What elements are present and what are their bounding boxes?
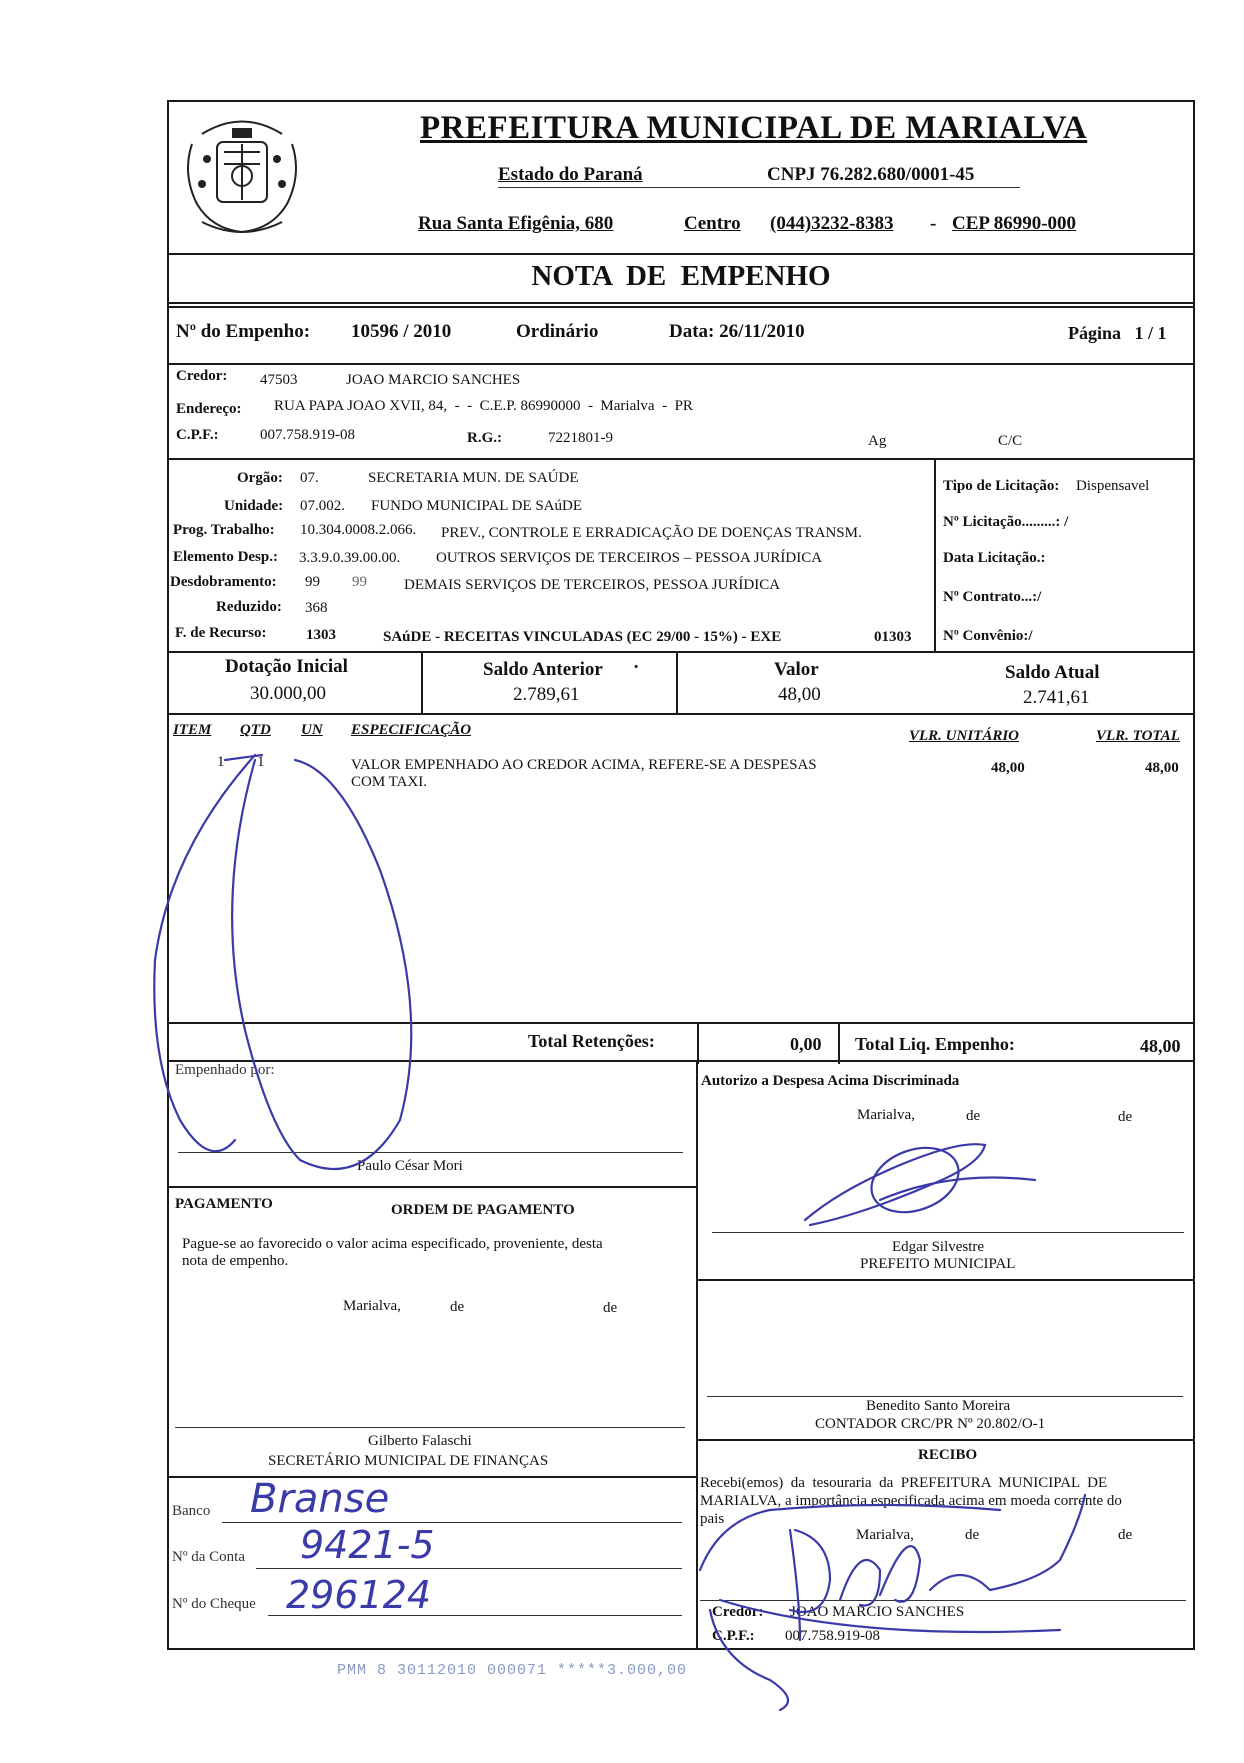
- recibo-credor-label: Credor:: [712, 1604, 764, 1620]
- financas-name: Gilberto Falaschi: [368, 1433, 472, 1449]
- row-vlr-total: 48,00: [1145, 760, 1179, 776]
- desdobramento-label: Desdobramento:: [170, 574, 277, 590]
- desdobramento-code: 99: [305, 574, 320, 590]
- valor-value: 48,00: [778, 684, 821, 705]
- document-title: NOTA DE EMPENHO: [531, 260, 831, 292]
- credor-name: JOAO MARCIO SANCHES: [346, 372, 521, 388]
- autorizo-de-1: de: [966, 1108, 981, 1124]
- row-especificacao-1: VALOR EMPENHADO AO CREDOR ACIMA, REFERE-SE A DESPESAS: [351, 757, 817, 773]
- reduzido-value: 368: [305, 600, 328, 616]
- empenho-date: Data: 26/11/2010: [669, 321, 805, 342]
- cpf-value: 007.758.919-08: [260, 427, 355, 443]
- col-item: ITEM: [173, 722, 212, 738]
- cheque-value: 296124: [286, 1573, 432, 1617]
- empenho-type: Ordinário: [516, 321, 599, 342]
- header-dash: -: [930, 213, 937, 234]
- header-district: Centro: [684, 213, 741, 234]
- recibo-text-3: pais: [700, 1511, 725, 1527]
- header-state: Estado do Paraná: [498, 164, 643, 185]
- empenho-label: Nº do Empenho:: [176, 321, 311, 342]
- desdobramento-code2: 99: [352, 574, 367, 590]
- pagamento-text-2: nota de empenho.: [182, 1253, 289, 1269]
- prefeito-role: PREFEITO MUNICIPAL: [860, 1256, 1016, 1272]
- fonte-value: SAúDE - RECEITAS VINCULADAS (EC 29/00 - 15%) - EXE: [383, 629, 782, 645]
- row-item: 1: [217, 754, 225, 770]
- cheque-label: Nº do Cheque: [172, 1596, 256, 1612]
- col-un: UN: [301, 722, 323, 738]
- prog-value: PREV., CONTROLE E ERRADICAÇÃO DE DOENÇAS TRANSM.: [441, 525, 862, 541]
- unidade-value: FUNDO MUNICIPAL DE SAúDE: [371, 498, 582, 514]
- recibo-title: RECIBO: [918, 1447, 978, 1463]
- prog-code: 10.304.0008.2.066.: [300, 522, 417, 538]
- total-liq-label: Total Liq. Empenho:: [855, 1034, 1015, 1054]
- total-retencoes-label: Total Retenções:: [528, 1031, 655, 1051]
- recibo-cpf-label: C.P.F.:: [712, 1628, 755, 1644]
- autorizo-de-2: de: [1118, 1109, 1133, 1125]
- cc-label: C/C: [998, 433, 1023, 449]
- rg-label: R.G.:: [467, 430, 502, 446]
- dotacao-inicial-label: Dotação Inicial: [225, 656, 348, 677]
- prog-label: Prog. Trabalho:: [173, 522, 275, 538]
- header-cnpj: CNPJ 76.282.680/0001-45: [767, 164, 975, 185]
- financas-role: SECRETÁRIO MUNICIPAL DE FINANÇAS: [268, 1453, 549, 1469]
- credor-code: 47503: [260, 372, 298, 388]
- dotacao-inicial-value: 30.000,00: [250, 683, 326, 704]
- fonte-number: 01303: [874, 629, 912, 645]
- recibo-text-1: Recebi(emos) da tesouraria da PREFEITURA MUNICIPAL DE: [700, 1475, 1108, 1491]
- row-qtd: 1: [257, 754, 265, 770]
- header-address: Rua Santa Efigênia, 680: [418, 213, 614, 234]
- saldo-anterior-value: 2.789,61: [513, 684, 580, 705]
- conta-value: 9421-5: [300, 1523, 435, 1567]
- empenhado-signatory: Paulo César Mori: [357, 1158, 463, 1174]
- bank-stamp: PMM 8 30112010 000071 *****3.000,00: [337, 1662, 688, 1679]
- reduzido-label: Reduzido:: [216, 599, 282, 615]
- convenio-number: Nº Convênio:/: [943, 628, 1033, 644]
- recibo-text-2: MARIALVA, a importância especificada acima em moeda corrente do: [700, 1493, 1122, 1509]
- col-especificacao: ESPECIFICAÇÃO: [351, 722, 472, 738]
- empenho-number: 10596 / 2010: [351, 321, 452, 342]
- pagamento-de-1: de: [450, 1299, 465, 1315]
- row-vlr-unitario: 48,00: [991, 760, 1025, 776]
- recibo-cpf-value: 007.758.919-08: [785, 1628, 880, 1644]
- valor-label: Valor: [774, 659, 819, 680]
- col-qtd: QTD: [240, 722, 271, 738]
- contrato-number: Nº Contrato...:/: [943, 589, 1042, 605]
- recibo-credor-name: JOAO MARCIO SANCHES: [790, 1604, 965, 1620]
- fonte-label: F. de Recurso:: [175, 625, 267, 641]
- recibo-de-2: de: [1118, 1527, 1133, 1543]
- rg-value: 7221801-9: [548, 430, 613, 446]
- contador-name: Benedito Santo Moreira: [866, 1398, 1011, 1414]
- empenhado-por-label: Empenhado por:: [175, 1062, 275, 1078]
- pagamento-title: PAGAMENTO: [175, 1196, 273, 1212]
- tipo-licitacao-value: Dispensavel: [1076, 478, 1150, 494]
- total-liq-value: 48,00: [1140, 1036, 1181, 1056]
- saldo-anterior-mark: ·: [633, 657, 640, 678]
- header-phone: (044)3232-8383: [770, 213, 894, 234]
- autorizo-city: Marialva,: [857, 1107, 915, 1123]
- fonte-code: 1303: [306, 627, 336, 643]
- saldo-anterior-label: Saldo Anterior: [483, 659, 603, 680]
- orgao-code: 07.: [300, 470, 319, 486]
- tipo-licitacao-label: Tipo de Licitação:: [943, 478, 1060, 494]
- elemento-code: 3.3.9.0.39.00.00.: [299, 550, 401, 566]
- licitacao-number: Nº Licitação.........: /: [943, 514, 1069, 530]
- header-title: PREFEITURA MUNICIPAL DE MARIALVA: [420, 110, 1088, 146]
- ordem-pagamento-title: ORDEM DE PAGAMENTO: [391, 1202, 575, 1218]
- header-cep: CEP 86990-000: [952, 213, 1077, 234]
- unidade-code: 07.002.: [300, 498, 345, 514]
- pagamento-city: Marialva,: [343, 1298, 401, 1314]
- pagamento-de-2: de: [603, 1300, 618, 1316]
- endereco-value: RUA PAPA JOAO XVII, 84, - - C.E.P. 86990000 - Marialva - PR: [274, 398, 693, 414]
- row-especificacao-2: COM TAXI.: [351, 774, 428, 790]
- ag-label: Ag: [868, 433, 887, 449]
- saldo-atual-value: 2.741,61: [1023, 687, 1090, 708]
- page-number: Página 1 / 1: [1068, 323, 1167, 343]
- licitacao-date: Data Licitação.:: [943, 550, 1046, 566]
- banco-value: Branse: [250, 1476, 390, 1522]
- total-retencoes-value: 0,00: [790, 1034, 822, 1054]
- elemento-label: Elemento Desp.:: [173, 549, 278, 565]
- recibo-de-1: de: [965, 1527, 980, 1543]
- unidade-label: Unidade:: [224, 498, 284, 514]
- elemento-value: OUTROS SERVIÇOS DE TERCEIROS – PESSOA JURÍDICA: [436, 550, 823, 566]
- recibo-city: Marialva,: [856, 1527, 914, 1543]
- prefeito-name: Edgar Silvestre: [892, 1239, 985, 1255]
- orgao-label: Orgão:: [237, 470, 283, 486]
- credor-label: Credor:: [176, 368, 228, 384]
- desdobramento-value: DEMAIS SERVIÇOS DE TERCEIROS, PESSOA JURÍDICA: [404, 577, 781, 593]
- pagamento-text-1: Pague-se ao favorecido o valor acima especificado, proveniente, desta: [182, 1236, 603, 1252]
- col-vlr-unitario: VLR. UNITÁRIO: [909, 728, 1020, 744]
- cpf-label: C.P.F.:: [176, 427, 219, 443]
- endereco-label: Endereço:: [176, 401, 242, 417]
- banco-label: Banco: [172, 1503, 211, 1519]
- col-vlr-total: VLR. TOTAL: [1096, 728, 1180, 744]
- conta-label: Nº da Conta: [172, 1549, 245, 1565]
- contador-role: CONTADOR CRC/PR Nº 20.802/O-1: [815, 1416, 1046, 1432]
- autorizo-label: Autorizo a Despesa Acima Discriminada: [701, 1073, 960, 1089]
- saldo-atual-label: Saldo Atual: [1005, 662, 1100, 683]
- orgao-value: SECRETARIA MUN. DE SAÚDE: [368, 470, 579, 486]
